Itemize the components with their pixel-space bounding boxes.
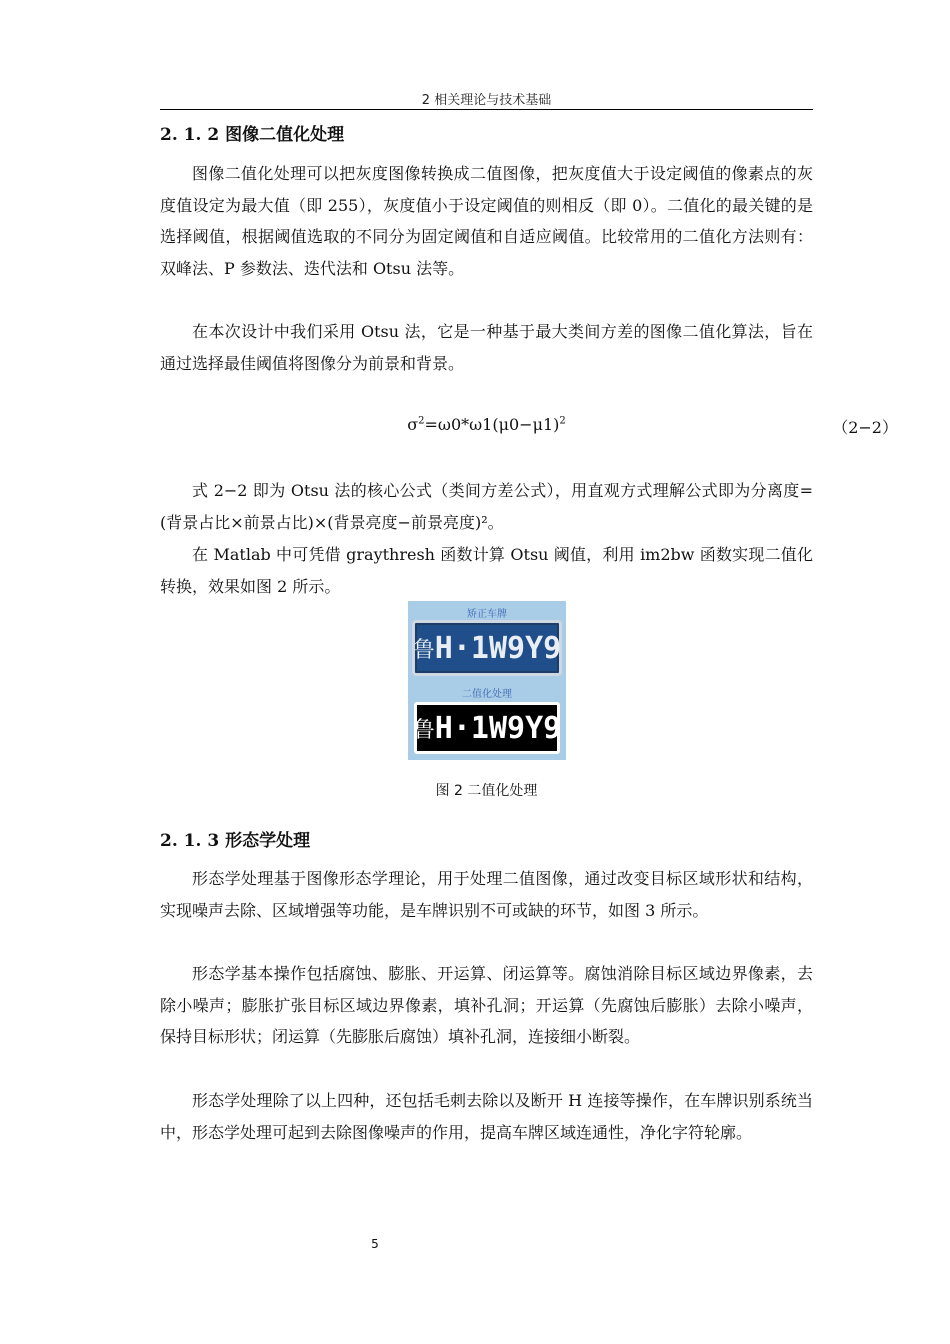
page-number: 5 bbox=[371, 1237, 379, 1251]
running-header: 2 相关理论与技术基础 bbox=[421, 93, 552, 108]
plate-number: H·1W9Y9 bbox=[434, 630, 562, 666]
figure-label-binarized: 二值化处理 bbox=[462, 689, 512, 700]
equation-lhs-sup: 2 bbox=[418, 415, 425, 427]
corrected-plate-image bbox=[412, 620, 562, 676]
equation-number: （2−2） bbox=[832, 418, 898, 437]
paragraph-formula-explanation: 式 2−2 即为 Otsu 法的核心公式（类间方差公式），用直观方式理解公式即为分离度=(背景占比×前景占比)×(背景亮度−前景亮度)²。 bbox=[160, 481, 813, 532]
binarized-plate-image bbox=[414, 702, 560, 754]
paragraph-morphology-application: 形态学处理除了以上四种，还包括毛刺去除以及断开 H 连接等操作，在车牌识别系统当中，形态学处理可起到去除图像噪声的作用，提高车牌区域连通性，净化字符轮廓。 bbox=[160, 1091, 813, 1142]
equation-lhs: σ bbox=[407, 415, 419, 434]
figure-binarization bbox=[408, 601, 566, 760]
paragraph-binarization-intro: 图像二值化处理可以把灰度图像转换成二值图像，把灰度值大于设定阈值的像素点的灰度值设定为最大值（即 255），灰度值小于设定阈值的则相反（即 0）。二值化的最关键的是选择阈值，根据阈值选取的不同分为固定阈值和自适应阈值。比较常用的二值化方法则有：双峰法、P 参数法、迭代法和 Otsu 法等。 bbox=[160, 164, 813, 278]
section-heading-2-1-2: 2. 1. 2 图像二值化处理 bbox=[160, 125, 345, 145]
figure-caption: 图 2 二值化处理 bbox=[435, 783, 538, 799]
plate-province-char: 鲁 bbox=[412, 717, 435, 743]
paragraph-matlab-functions: 在 Matlab 中可凭借 graythresh 函数计算 Otsu 阈值，利用 im2bw 函数实现二值化转换，效果如图 2 所示。 bbox=[160, 545, 813, 596]
paragraph-morphology-intro: 形态学处理基于图像形态学理论，用于处理二值图像，通过改变目标区域形状和结构，实现噪声去除、区域增强等功能，是车牌识别不可或缺的环节，如图 3 所示。 bbox=[160, 869, 813, 920]
equation-otsu bbox=[160, 415, 813, 434]
header-rule bbox=[160, 109, 813, 110]
equation-rhs-sup: 2 bbox=[559, 415, 566, 427]
paragraph-otsu-method: 在本次设计中我们采用 Otsu 法，它是一种基于最大类间方差的图像二值化算法，旨在通过选择最佳阈值将图像分为前景和背景。 bbox=[160, 322, 813, 373]
plate-province-char: 鲁 bbox=[412, 637, 435, 663]
equation-rhs: =ω0*ω1(μ0−μ1) bbox=[424, 415, 560, 434]
figure-label-corrected-plate: 矫正车牌 bbox=[467, 609, 507, 620]
section-heading-2-1-3: 2. 1. 3 形态学处理 bbox=[160, 831, 311, 851]
plate-number: H·1W9Y9 bbox=[434, 710, 562, 746]
paragraph-morphology-operations: 形态学基本操作包括腐蚀、膨胀、开运算、闭运算等。腐蚀消除目标区域边界像素，去除小噪声；膨胀扩张目标区域边界像素，填补孔洞；开运算（先腐蚀后膨胀）去除小噪声，保持目标形状；闭运算（先膨胀后腐蚀）填补孔洞，连接细小断裂。 bbox=[160, 964, 813, 1046]
